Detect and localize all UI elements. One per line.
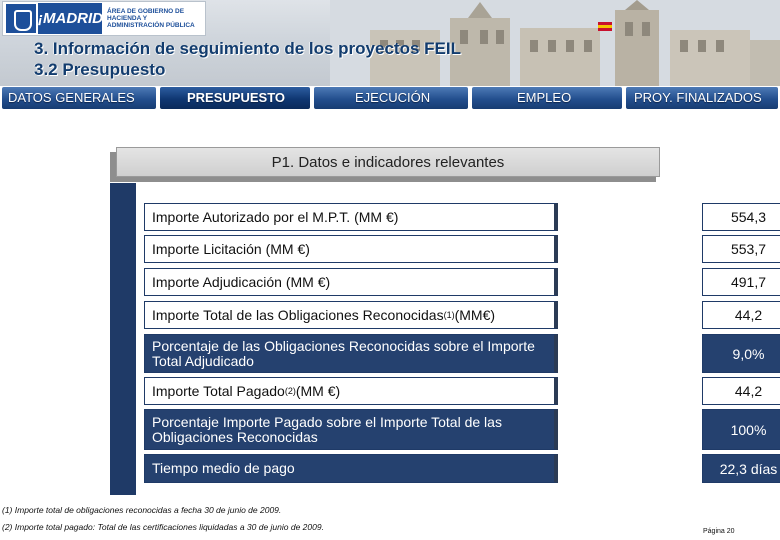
row-value: 491,7 — [702, 268, 780, 296]
tab-bar — [0, 86, 780, 110]
tab-empleo[interactable]: EMPLEO — [472, 87, 622, 109]
panel-side-bar — [110, 183, 136, 495]
row-value: 554,3 — [702, 203, 780, 231]
row-value: 553,7 — [702, 235, 780, 263]
tab-ejecucion[interactable]: EJECUCIÓN — [314, 87, 468, 109]
row-label: Importe Licitación (MM €) — [144, 235, 558, 263]
row-value: 44,2 — [702, 377, 780, 405]
page-title — [34, 38, 461, 80]
madrid-crest-icon — [6, 4, 36, 33]
title-line-2: 3.2 Presupuesto — [34, 60, 166, 79]
panel-title: P1. Datos e indicadores relevantes — [116, 147, 660, 177]
row-label: Porcentaje Importe Pagado sobre el Importe Total de las Obligaciones Reconocidas — [144, 409, 558, 450]
row-value: 22,3 días — [702, 454, 780, 483]
footnote-2: (2) Importe total pagado: Total de las certificaciones liquidadas a 30 de junio de 2009. — [2, 522, 324, 532]
tab-datos-generales[interactable]: DATOS GENERALES — [2, 87, 156, 109]
logo-brand: ¡MADRID! — [38, 3, 102, 34]
logo-area-text: ÁREA DE GOBIERNO DE HACIENDA Y ADMINISTRACIÓN PÚBLICA — [107, 8, 195, 29]
row-value: 44,2 — [702, 301, 780, 329]
title-line-1: 3. Información de seguimiento de los proyectos FEIL — [34, 39, 461, 58]
row-label: Importe Total de las Obligaciones Reconocidas (1) (MM€) — [144, 301, 558, 329]
row-label: Importe Total Pagado (2) (MM €) — [144, 377, 558, 405]
row-value: 100% — [702, 409, 780, 450]
header-banner — [0, 0, 780, 86]
row-label: Importe Adjudicación (MM €) — [144, 268, 558, 296]
row-label: Porcentaje de las Obligaciones Reconocidas sobre el Importe Total Adjudicado — [144, 334, 558, 373]
row-value: 9,0% — [702, 334, 780, 373]
row-label: Importe Autorizado por el M.P.T. (MM €) — [144, 203, 558, 231]
tab-presupuesto[interactable]: PRESUPUESTO — [160, 87, 310, 109]
tab-proy-finalizados[interactable]: PROY. FINALIZADOS — [626, 87, 778, 109]
row-label: Tiempo medio de pago — [144, 454, 558, 483]
madrid-logo — [2, 1, 206, 36]
footnote-1: (1) Importe total de obligaciones reconocidas a fecha 30 de junio de 2009. — [2, 505, 282, 515]
page-number: Página 20 — [703, 528, 735, 535]
